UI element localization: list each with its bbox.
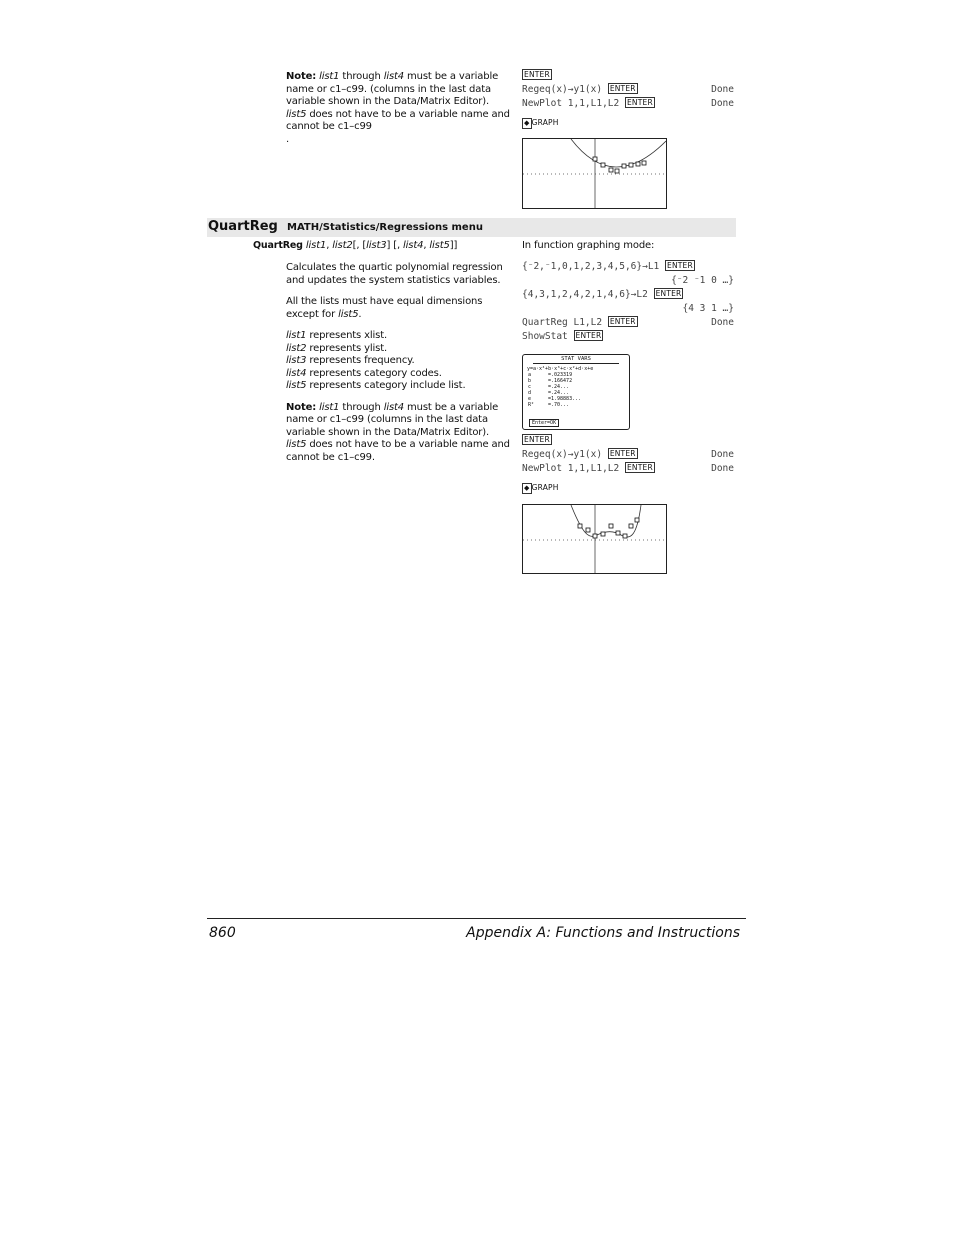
graph-key: GRAPH xyxy=(531,118,559,127)
footer-title: Appendix A: Functions and Instructions xyxy=(466,925,740,941)
graph-key-line xyxy=(522,117,734,131)
list-representations xyxy=(286,330,512,393)
footer-rule xyxy=(207,918,746,919)
note-term: list1 xyxy=(319,71,340,82)
statvars-equation: y=a·x⁴+b·x³+c·x²+d·x+e xyxy=(527,366,594,372)
statvars-screenshot xyxy=(522,354,630,430)
page-number: 860 xyxy=(209,925,236,941)
example-line: ShowStat ENTER xyxy=(522,331,602,342)
example-result: {4 3 1 …} xyxy=(682,303,734,314)
diamond-key: ◆ xyxy=(524,484,530,492)
example-line: NewPlot 1,1,L1,L2 ENTER Done xyxy=(522,98,734,109)
syntax-name: QuartReg xyxy=(253,240,303,251)
example xyxy=(522,240,734,344)
enter-key: ENTER xyxy=(524,435,550,444)
list-item: list2 represents ylist. xyxy=(286,342,388,354)
enter-key: ENTER xyxy=(609,84,636,93)
enter-key: ENTER xyxy=(667,261,693,270)
section-title: QuartReg xyxy=(208,219,278,234)
example-line: Regeq(x)→y1(x) ENTER Done xyxy=(522,449,734,460)
list-item: list4 represents category codes. xyxy=(286,367,442,379)
example-line: {4,3,1,2,4,2,1,4,6}→L2 ENTER xyxy=(522,289,682,300)
example-line: Regeq(x)→y1(x) ENTER Done xyxy=(522,84,734,95)
example-line: NewPlot 1,1,L1,L2 ENTER Done xyxy=(522,463,734,474)
statvars-footer: Enter=OK xyxy=(529,419,559,427)
enter-key: ENTER xyxy=(655,289,682,298)
enter-key: ENTER xyxy=(609,449,636,458)
syntax-line: QuartReg list1, list2[, [list3] [, list4, list5]] xyxy=(253,240,458,251)
example-line xyxy=(522,434,734,448)
example-result: {⁻2 ⁻1 0 …} xyxy=(671,275,734,286)
description xyxy=(286,262,512,464)
enter-key: ENTER xyxy=(626,463,653,472)
section-header xyxy=(207,218,736,237)
statvars-row: R² =.70... xyxy=(528,402,570,408)
graph-screenshot-2 xyxy=(522,504,667,574)
graph-key: GRAPH xyxy=(531,483,559,492)
quartic-plot xyxy=(523,505,666,573)
list-item: list1 represents xlist. xyxy=(286,330,388,341)
graph-screenshot-1 xyxy=(522,138,667,209)
statvars-row: b =.166472 xyxy=(528,378,573,384)
section-menu: MATH/Statistics/Regressions menu xyxy=(287,222,483,233)
enter-key: ENTER xyxy=(575,331,602,340)
enter-key: ENTER xyxy=(609,317,636,326)
statvars-title: STAT VARS xyxy=(533,355,619,364)
statvars-row: d =.24... xyxy=(528,390,570,396)
top-example xyxy=(522,69,734,131)
statvars-row: a =.023319 xyxy=(528,372,573,378)
example-line: QuartReg L1,L2 ENTER Done xyxy=(522,317,734,328)
desc-note: Note: list1 through list4 must be a variable name or c1–c99 (columns in the last data variable shown in the Data/Matrix Editor). list5 does not have to be a variable name and cannot be c1–c99. xyxy=(286,401,510,463)
desc-paragraph: All the lists must have equal dimensions except for list5. xyxy=(286,296,483,320)
example-line: {⁻2,⁻1,0,1,2,3,4,5,6}→L1 ENTER xyxy=(522,261,693,272)
statvars-row: e =1.98883... xyxy=(528,396,582,402)
example-2 xyxy=(522,434,734,496)
top-note: Note: list1 through list4 must be a variable name or c1–c99. (columns in the last data variable shown in the Data/Matrix Editor). list5 does not have to be a variable name and cannot be c1–c99 . xyxy=(286,71,510,145)
graph-key-line xyxy=(522,482,734,496)
enter-key: ENTER xyxy=(524,70,550,79)
example-line xyxy=(522,69,734,83)
note-label: Note: xyxy=(286,71,317,82)
statvars-row: c =.24... xyxy=(528,384,570,390)
desc-paragraph: Calculates the quartic polynomial regression and updates the system statistics variables. xyxy=(286,262,503,286)
statvars-rows xyxy=(523,372,629,408)
list-item: list3 represents frequency. xyxy=(286,355,415,366)
example-mode: In function graphing mode: xyxy=(522,240,655,251)
enter-key: ENTER xyxy=(626,98,653,107)
quadratic-plot xyxy=(523,139,666,208)
diamond-key: ◆ xyxy=(524,119,530,127)
list-item: list5 represents category include list. xyxy=(286,380,466,391)
